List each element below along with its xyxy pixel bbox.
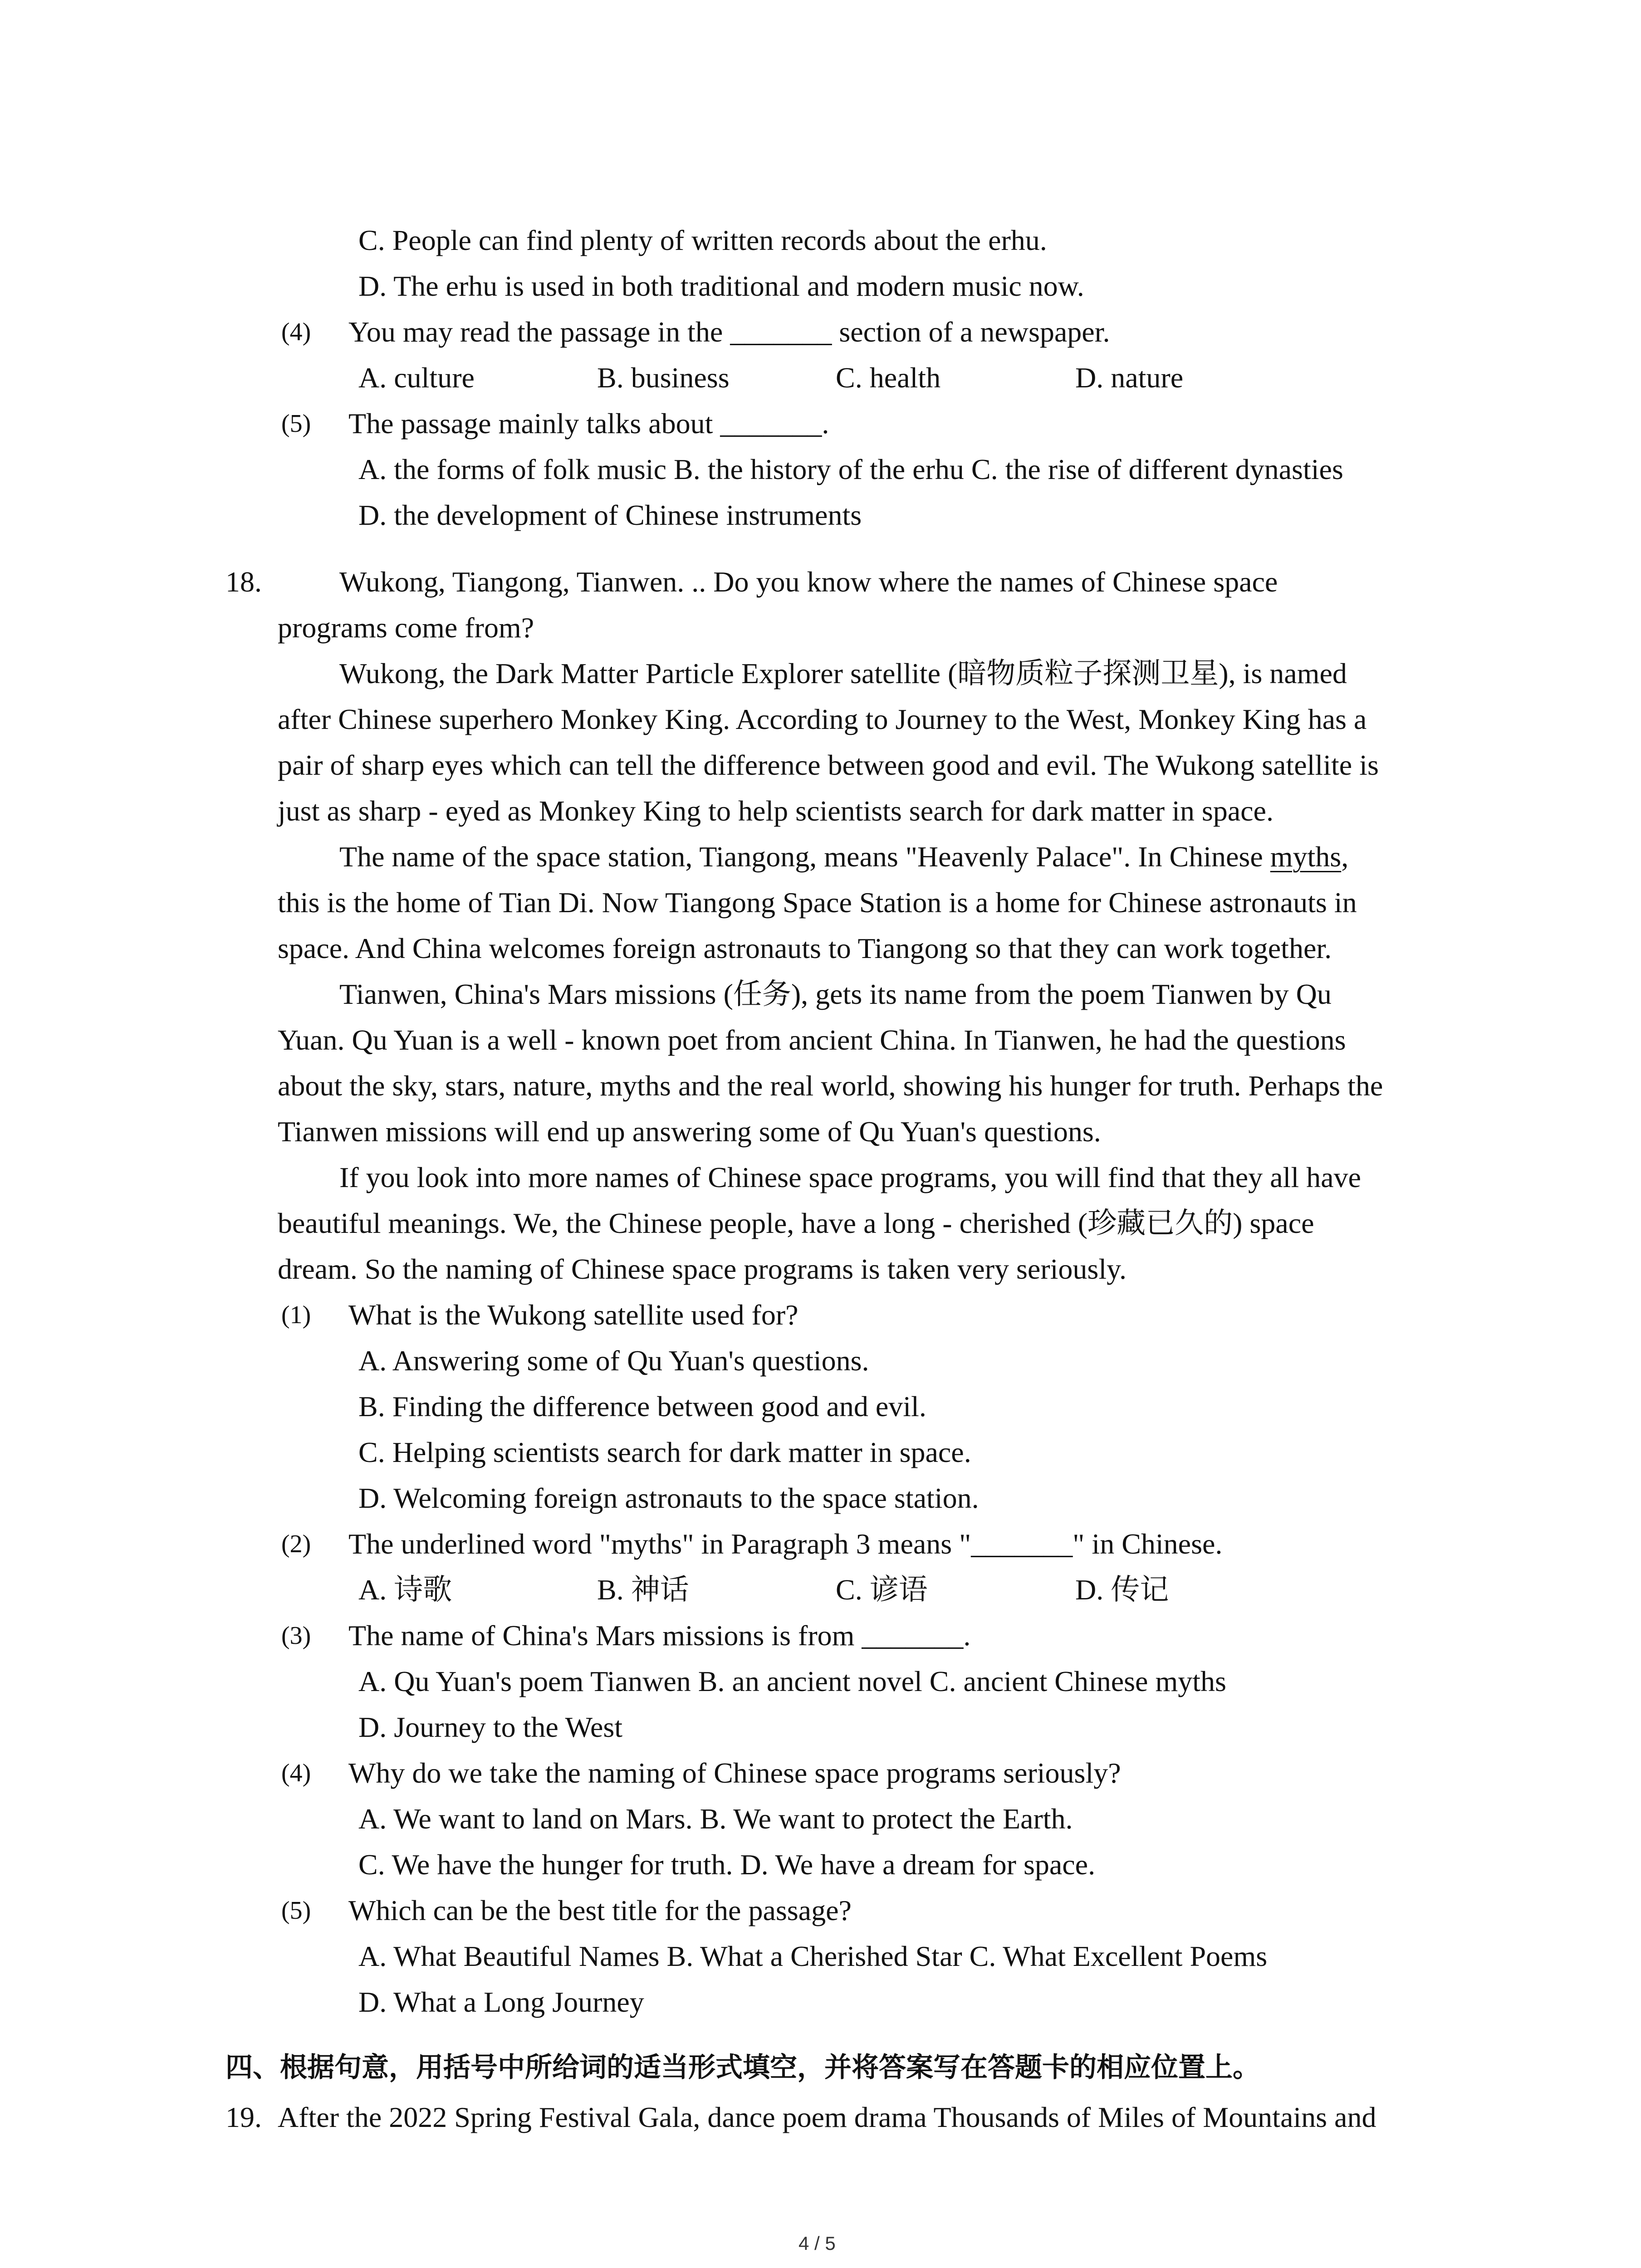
prev-q5-options-line1: A. the forms of folk music B. the history of the erhu C. the rise of different dynasties <box>358 453 1343 485</box>
q18-number: 18. <box>225 566 262 598</box>
q18-4-options-line2: C. We have the hunger for truth. D. We have a dream for space. <box>358 1848 1096 1881</box>
prev-q4-option-c: C. health <box>836 362 941 394</box>
prev-q3-option-c: C. People can find plenty of written records about the erhu. <box>358 224 1047 256</box>
q18-5-number: (5) <box>281 1897 311 1925</box>
prev-q5-stem: The passage mainly talks about _______. <box>348 407 829 440</box>
q18-3-stem: The name of China's Mars missions is from _______. <box>348 1619 971 1652</box>
q18-p5-line2: beautiful meanings. We, the Chinese people, have a long - cherished (珍藏已久的) space <box>278 1207 1314 1239</box>
prev-q4-option-b: B. business <box>597 362 730 394</box>
q18-p3-line3: space. And China welcomes foreign astronauts to Tiangong so that they can work together. <box>278 932 1332 964</box>
q18-2-option-c: C. 谚语 <box>836 1574 928 1606</box>
q18-p4-line3: about the sky, stars, nature, myths and the real world, showing his hunger for truth. Perhaps the <box>278 1070 1383 1102</box>
q18-p2-line2: after Chinese superhero Monkey King. According to Journey to the West, Monkey King has a <box>278 703 1367 735</box>
q19-text: After the 2022 Spring Festival Gala, dance poem drama Thousands of Miles of Mountains and <box>278 2101 1376 2133</box>
q18-2-option-b: B. 神话 <box>597 1574 689 1606</box>
page-number: 4 / 5 <box>798 2233 836 2254</box>
section-heading: 四、根据句意，用括号中所给词的适当形式填空，并将答案写在答题卡的相应位置上。 <box>225 2052 1260 2083</box>
prev-q4-number: (4) <box>281 318 311 346</box>
q18-5-options-line2: D. What a Long Journey <box>358 1986 644 2018</box>
q18-p5-line1: If you look into more names of Chinese space programs, you will find that they all have <box>339 1161 1361 1193</box>
q18-1-option-c: C. Helping scientists search for dark matter in space. <box>358 1436 971 1468</box>
q18-p2-line3: pair of sharp eyes which can tell the difference between good and evil. The Wukong satellite is <box>278 749 1379 781</box>
prev-q5-options-line2: D. the development of Chinese instruments <box>358 499 862 531</box>
q18-4-number: (4) <box>281 1759 311 1787</box>
q18-p3-line2: this is the home of Tian Di. Now Tiangong Space Station is a home for Chinese astronauts in <box>278 886 1357 919</box>
prev-q5-number: (5) <box>281 410 311 438</box>
q18-p4-line4: Tianwen missions will end up answering some of Qu Yuan's questions. <box>278 1115 1101 1148</box>
q18-p2-line4: just as sharp - eyed as Monkey King to help scientists search for dark matter in space. <box>278 795 1274 827</box>
q18-3-number: (3) <box>281 1622 311 1650</box>
q18-5-options-line1: A. What Beautiful Names B. What a Cherished Star C. What Excellent Poems <box>358 1940 1268 1972</box>
q18-p1-line2: programs come from? <box>278 611 534 644</box>
q18-1-option-d: D. Welcoming foreign astronauts to the space station. <box>358 1482 979 1514</box>
q18-2-number: (2) <box>281 1530 311 1558</box>
q18-p3-line1 <box>339 839 1348 875</box>
q18-3-options-line1: A. Qu Yuan's poem Tianwen B. an ancient novel C. ancient Chinese myths <box>358 1665 1226 1697</box>
q18-p2-line1: Wukong, the Dark Matter Particle Explorer satellite (暗物质粒子探测卫星), is named <box>339 657 1347 689</box>
prev-q4-option-a: A. culture <box>358 362 475 394</box>
q18-p4-line2: Yuan. Qu Yuan is a well - known poet from ancient China. In Tianwen, he had the questions <box>278 1024 1346 1056</box>
underlined-word-myths: myths <box>1270 841 1342 873</box>
q18-2-option-d: D. 传记 <box>1075 1574 1169 1606</box>
prev-q4-option-d: D. nature <box>1075 362 1184 394</box>
q18-p3-line1-after: , <box>1341 841 1349 873</box>
q18-3-options-line2: D. Journey to the West <box>358 1711 623 1743</box>
q18-4-stem: Why do we take the naming of Chinese space programs seriously? <box>348 1757 1121 1789</box>
q18-p5-line3: dream. So the naming of Chinese space programs is taken very seriously. <box>278 1253 1127 1285</box>
q18-p1-line1: Wukong, Tiangong, Tianwen. .. Do you know where the names of Chinese space <box>339 566 1278 598</box>
q18-2-option-a: A. 诗歌 <box>358 1574 452 1606</box>
q18-1-stem: What is the Wukong satellite used for? <box>348 1299 798 1331</box>
q19-number: 19. <box>225 2101 262 2133</box>
prev-q4-stem: You may read the passage in the _______ section of a newspaper. <box>348 316 1110 348</box>
q18-1-option-a: A. Answering some of Qu Yuan's questions. <box>358 1344 869 1377</box>
prev-q3-option-d: D. The erhu is used in both traditional and modern music now. <box>358 270 1084 302</box>
q18-2-stem: The underlined word "myths" in Paragraph 3 means "_______" in Chinese. <box>348 1528 1223 1560</box>
q18-1-number: (1) <box>281 1301 311 1329</box>
q18-4-options-line1: A. We want to land on Mars. B. We want to protect the Earth. <box>358 1803 1073 1835</box>
q18-1-option-b: B. Finding the difference between good and evil. <box>358 1390 926 1422</box>
q18-p4-line1: Tianwen, China's Mars missions (任务), gets its name from the poem Tianwen by Qu <box>339 978 1332 1010</box>
q18-5-stem: Which can be the best title for the passage? <box>348 1894 852 1926</box>
q18-p3-line1-before: The name of the space station, Tiangong, means "Heavenly Palace". In Chinese <box>339 841 1270 873</box>
